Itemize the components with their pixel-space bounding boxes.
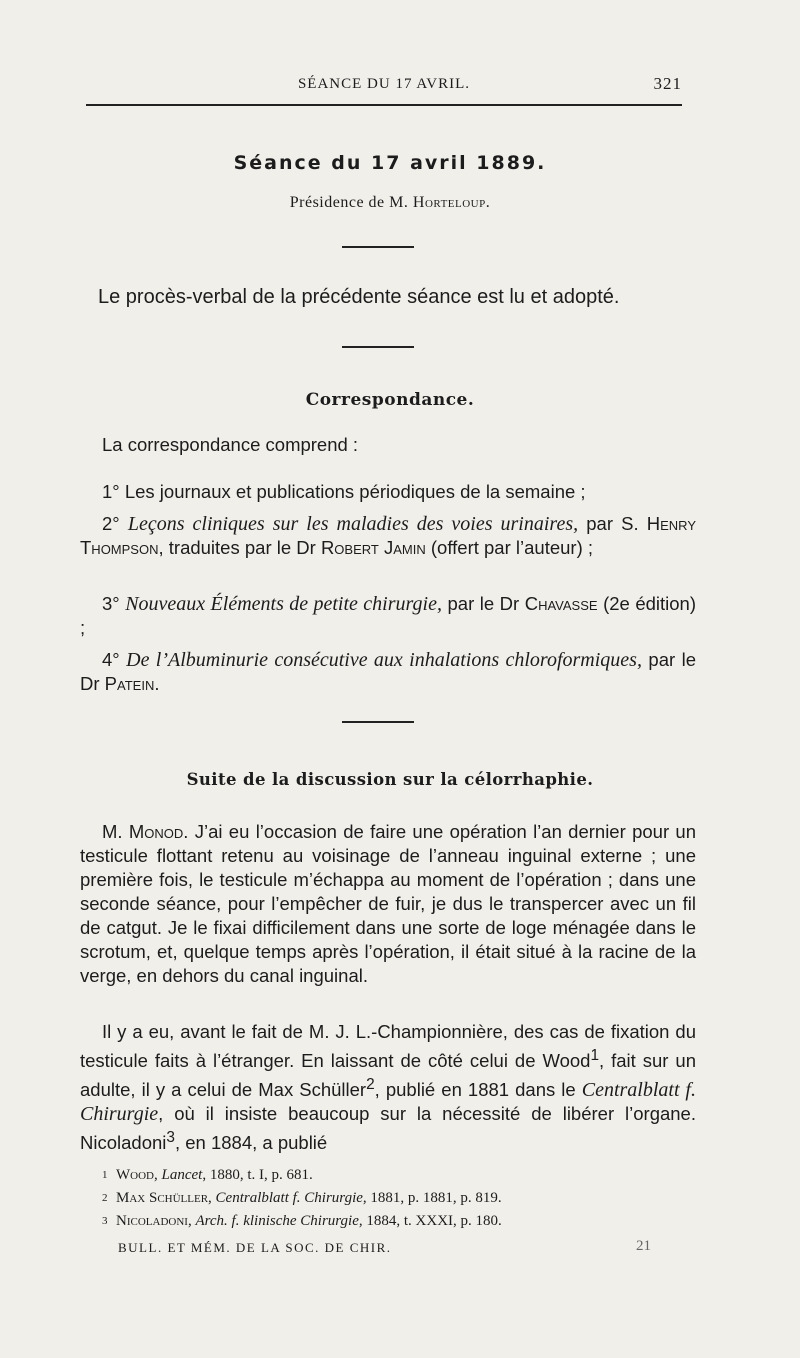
- page-number: 321: [653, 74, 682, 93]
- correspondance-item-1: [80, 480, 696, 504]
- p2-part-e: , en 1884, a publié: [174, 1132, 328, 1154]
- footnote-journal: Arch. f. klinische Chirurgie: [195, 1213, 359, 1229]
- item2-num: 2°: [102, 513, 128, 534]
- item4-author: Patein.: [104, 673, 160, 694]
- footnote-mark: 1: [102, 1169, 108, 1181]
- section-rule: [342, 721, 414, 723]
- item2-rest: (offert par l’auteur) ;: [425, 537, 594, 558]
- footnote-rest: , 1881, p. 1881, p. 819.: [362, 1190, 502, 1206]
- item4-par: par le Dr: [80, 649, 696, 694]
- item2-translator: Robert Jamin: [320, 537, 426, 558]
- p2-part-c: , publié en 1881 dans le: [374, 1079, 582, 1101]
- running-head: [86, 74, 682, 96]
- item2-title: Leçons cliniques sur les maladies des voies urinaires,: [127, 513, 579, 535]
- footnote-ref-2[interactable]: 2: [366, 1076, 375, 1094]
- correspondance-intro: [80, 433, 696, 457]
- footnote-journal: Lancet: [161, 1167, 203, 1183]
- footnote-author: Nicoladoni: [116, 1213, 188, 1229]
- item3-par: par le Dr: [441, 593, 525, 614]
- session-heading: Séance du 17 avril 1889.: [233, 152, 547, 174]
- footnote-author: Wood: [116, 1167, 154, 1183]
- fixation-paragraph: [80, 1020, 696, 1155]
- item4-title: De l’Albuminurie consécutive aux inhalations chloroformiques,: [126, 649, 642, 671]
- p2-part-a: Il y a eu, avant le fait de M. J. L.-Championnière, des cas de fixation du testicule faits à l’étranger. En laissant de côté celui de Wood: [80, 1021, 696, 1072]
- footnote-ref-3[interactable]: 3: [166, 1129, 175, 1147]
- footnote: [102, 1165, 702, 1185]
- footnote-ref-1[interactable]: 1: [590, 1047, 600, 1064]
- item2-author: Henry Thompson: [80, 513, 697, 558]
- section-rule: [342, 346, 414, 348]
- p2-part-b: , fait sur un adulte, il y a celui de Max Schüller: [80, 1050, 697, 1101]
- item2-mid: , traduites par le Dr: [158, 537, 321, 558]
- item4-num: 4°: [102, 649, 127, 670]
- discussion-heading: Suite de la discussion sur la célorrhaphie.: [186, 770, 594, 789]
- item3-author: Chavasse: [524, 593, 598, 614]
- item1-text: 1° Les journaux et publications périodiques de la semaine ;: [102, 481, 586, 502]
- speaker-name: M. Monod.: [102, 821, 189, 842]
- correspondance-item-4: [80, 648, 696, 696]
- item2-par: par S.: [578, 513, 647, 534]
- proces-verbal: Le procès-verbal de la précédente séance est lu et adopté.: [98, 286, 620, 308]
- correspondance-item-3: [80, 592, 696, 640]
- correspondance-heading: Correspondance.: [305, 390, 475, 410]
- footnote-mark: 2: [102, 1192, 108, 1204]
- footnote: [102, 1188, 702, 1208]
- footnote-mark: 3: [102, 1215, 108, 1227]
- monod-text: J’ai eu l’occasion de faire une opération l’an dernier pour un testicule flottant retenu au voisinage de l’anneau inguinal externe ; une première fois, le testicule m’échappa au moment de l’opération ; dans une seconde séance, pour l’empêcher de fuir, je dus le transpercer avec un fil de catgut. Je le fixai difficilement dans une sorte de loge ménagée dans le scrotum, et, quelque temps après l’opération, il était situé à la racine de la verge, en dehors du canal inguinal.: [80, 821, 696, 986]
- p2-part-d: , où il insiste beaucoup sur la nécessité de libérer l’organe. Nicoladoni: [80, 1103, 696, 1154]
- running-head-title: SÉANCE DU 17 AVRIL.: [297, 76, 471, 92]
- item3-num: 3°: [102, 593, 126, 614]
- item3-rest: (2e édition) ;: [80, 593, 697, 638]
- correspondance-item-2: [80, 512, 696, 560]
- signature-number: 21: [636, 1238, 651, 1254]
- footnote-rest: , 1880, t. I, p. 681.: [202, 1167, 313, 1183]
- footnote: [102, 1211, 702, 1231]
- footnote-sep: ,: [208, 1190, 216, 1206]
- header-rule: [86, 104, 682, 106]
- footnote-rest: , 1884, t. XXXI, p. 180.: [358, 1213, 502, 1229]
- footnote-sep: ,: [154, 1167, 162, 1183]
- section-rule: [342, 246, 414, 248]
- footnote-journal: Centralblatt f. Chirurgie: [215, 1190, 363, 1206]
- footnote-author: Max Schüller: [116, 1190, 209, 1206]
- footnote-sep: ,: [187, 1213, 196, 1229]
- intro-text: La correspondance comprend :: [102, 434, 359, 455]
- monod-paragraph: [80, 820, 696, 988]
- presidence-prefix: Présidence de M.: [289, 194, 413, 211]
- presidence-line: [80, 194, 700, 212]
- bulletin-footer: BULL. ET MÉM. DE LA SOC. DE CHIR.: [118, 1240, 392, 1255]
- p2-journal: Centralblatt f. Chirurgie: [80, 1079, 696, 1126]
- item3-title: Nouveaux Éléments de petite chirurgie,: [125, 593, 442, 615]
- president-name: Horteloup.: [412, 194, 491, 211]
